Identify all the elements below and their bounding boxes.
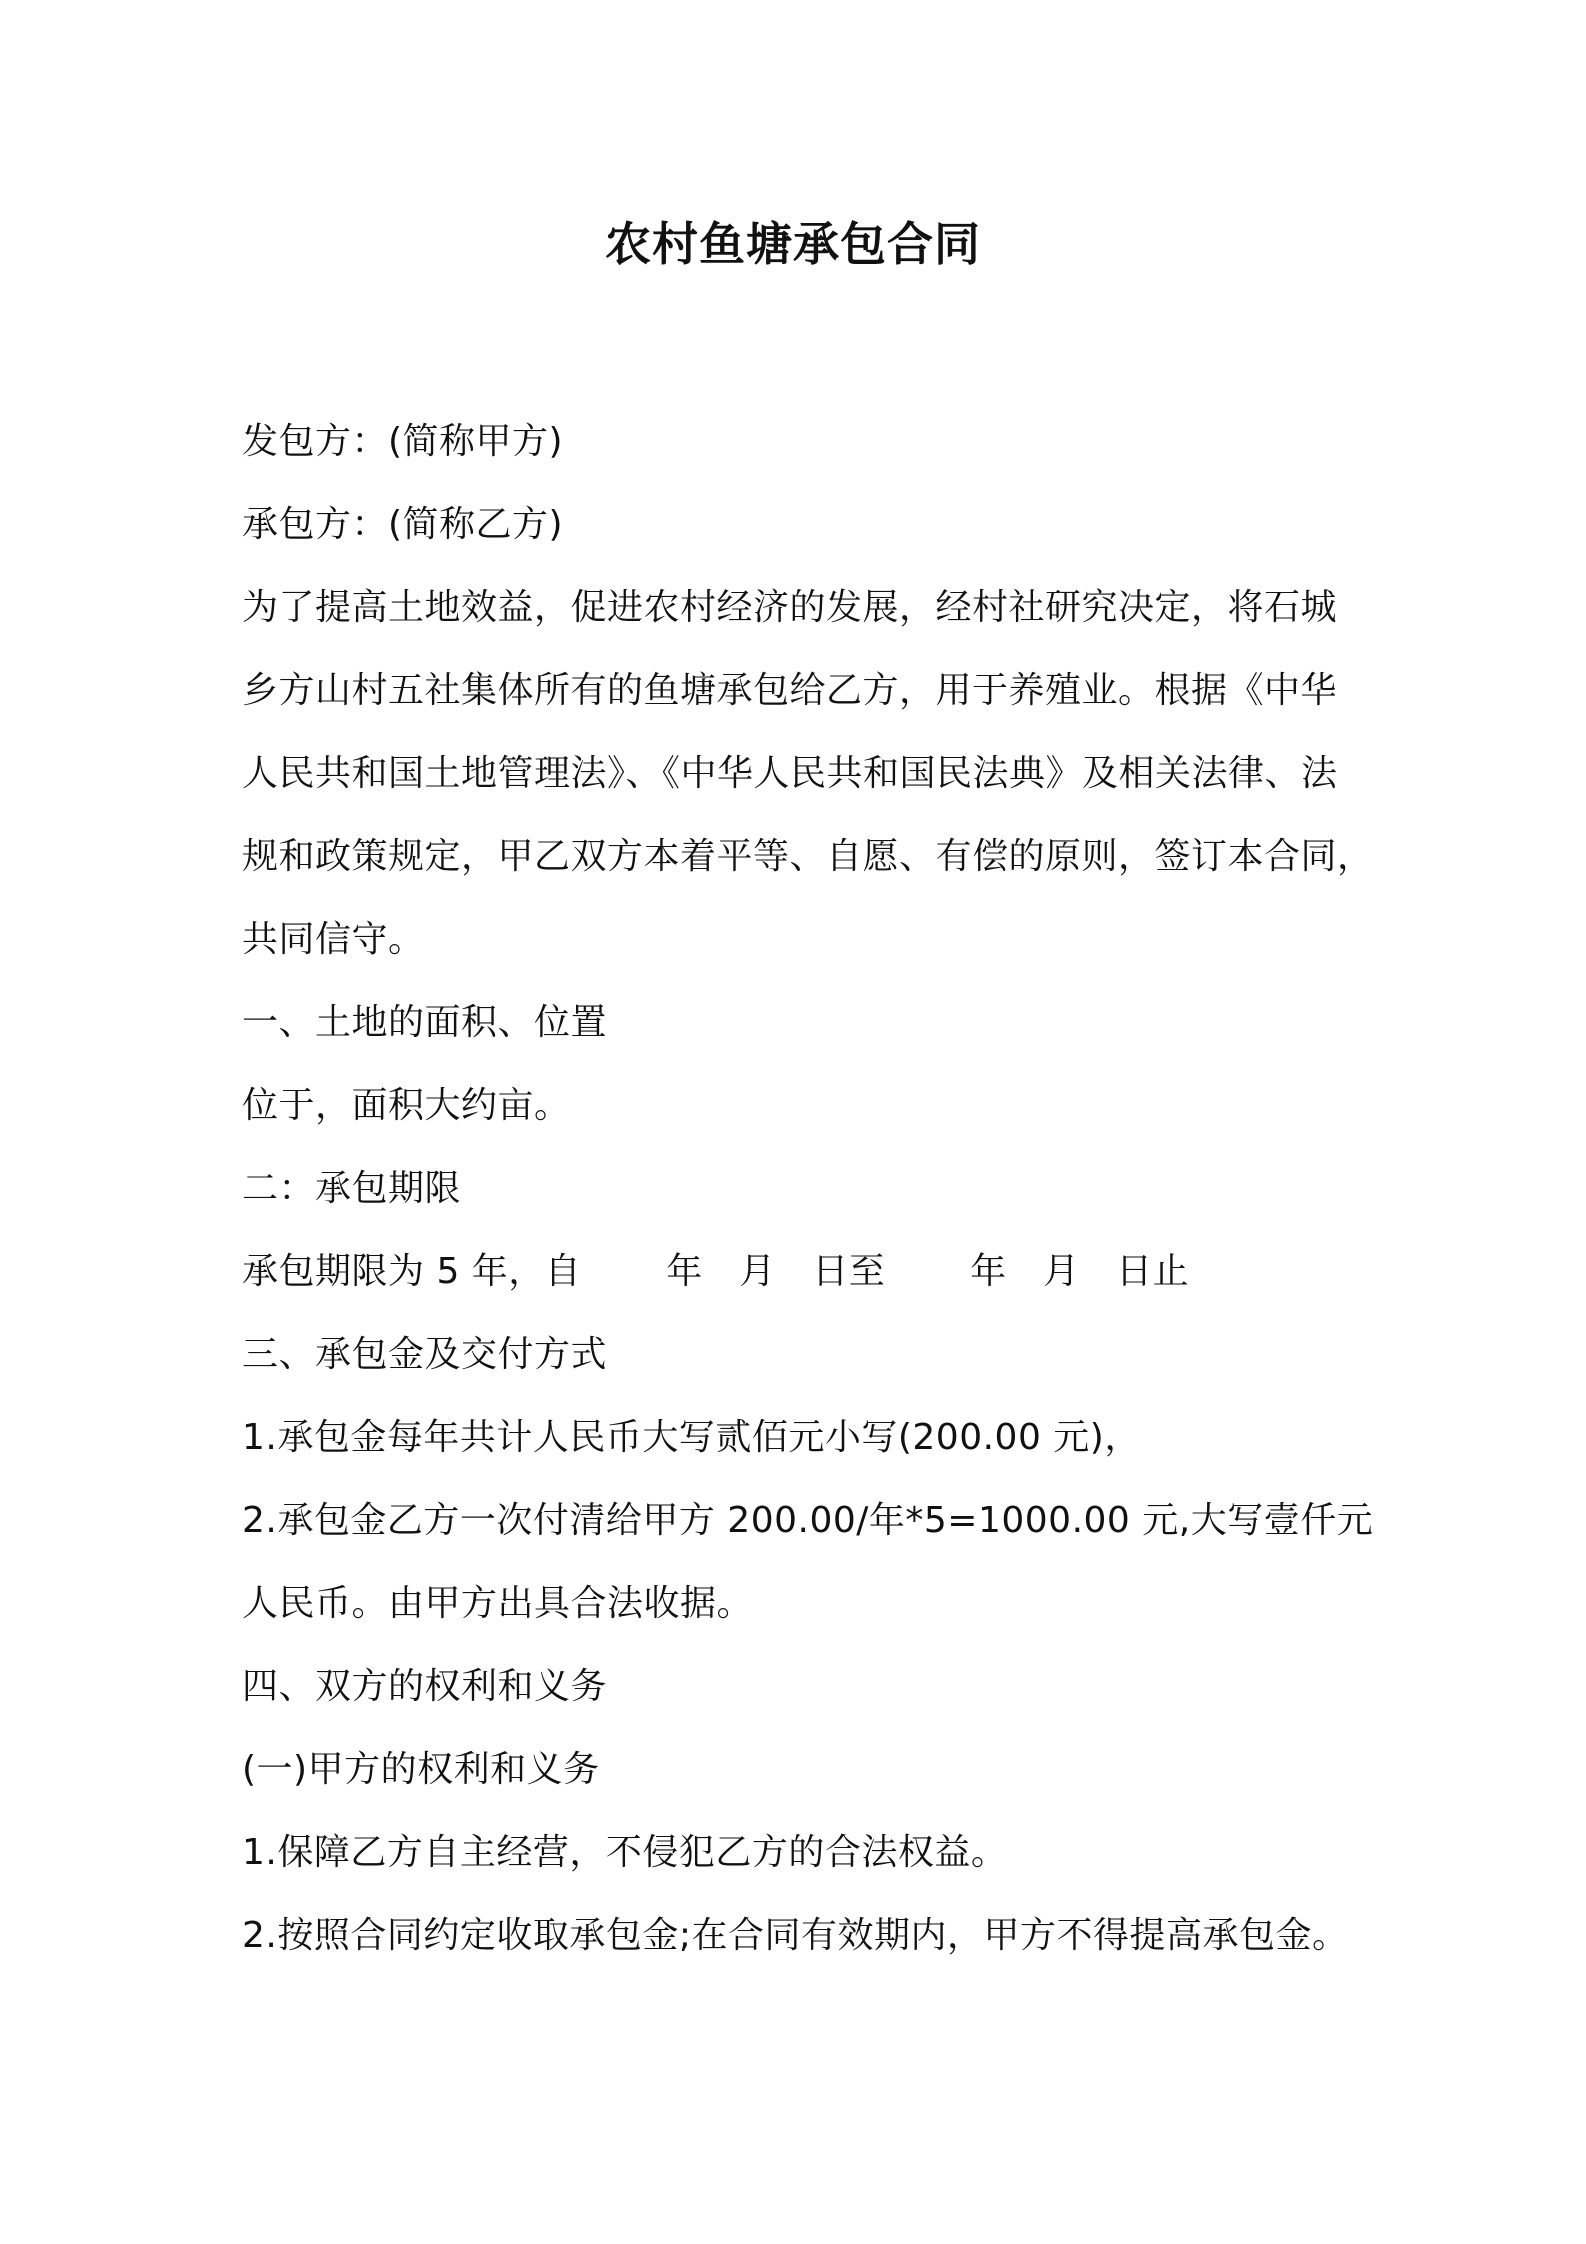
preamble-line: 规和政策规定，甲乙双方本着平等、自愿、有偿的原则，签订本合同， (242, 836, 1374, 877)
preamble-line: 共同信守。 (242, 919, 425, 960)
clause-line: 2.承包金乙方一次付清给甲方 200.00/年*5=1000.00 元,大写壹仟元 (242, 1500, 1374, 1541)
section-heading: 一、土地的面积、位置 (242, 1002, 608, 1043)
preamble-line: 乡方山村五社集体所有的鱼塘承包给乙方，用于养殖业。根据《中华 (242, 670, 1338, 711)
party-b-line: 承包方：(简称乙方) (242, 504, 564, 545)
clause-line: 承包期限为 5 年，自 年 月 日至 年 月 日止 (242, 1251, 1190, 1292)
document-title: 农村鱼塘承包合同 (605, 217, 981, 271)
section-heading: 三、承包金及交付方式 (242, 1334, 608, 1375)
clause-line: 1.保障乙方自主经营，不侵犯乙方的合法权益。 (242, 1832, 1008, 1873)
clause-line: 2.按照合同约定收取承包金;在合同有效期内，甲方不得提高承包金。 (242, 1915, 1349, 1956)
preamble-line: 为了提高土地效益，促进农村经济的发展，经村社研究决定，将石城 (242, 587, 1338, 628)
clause-line: 1.承包金每年共计人民币大写贰佰元小写(200.00 元)， (242, 1417, 1141, 1458)
clause-line: 人民币。由甲方出具合法收据。 (242, 1583, 754, 1624)
section-heading: 四、双方的权利和义务 (242, 1666, 608, 1707)
section-heading: 二：承包期限 (242, 1168, 462, 1209)
clause-line: 位于，面积大约亩。 (242, 1085, 571, 1126)
subsection-heading: (一)甲方的权利和义务 (242, 1749, 600, 1790)
party-a-line: 发包方：(简称甲方) (242, 421, 564, 462)
document-body (242, 400, 1374, 1977)
preamble-line: 人民共和国土地管理法》、《中华人民共和国民法典》及相关法律、法 (242, 753, 1338, 794)
